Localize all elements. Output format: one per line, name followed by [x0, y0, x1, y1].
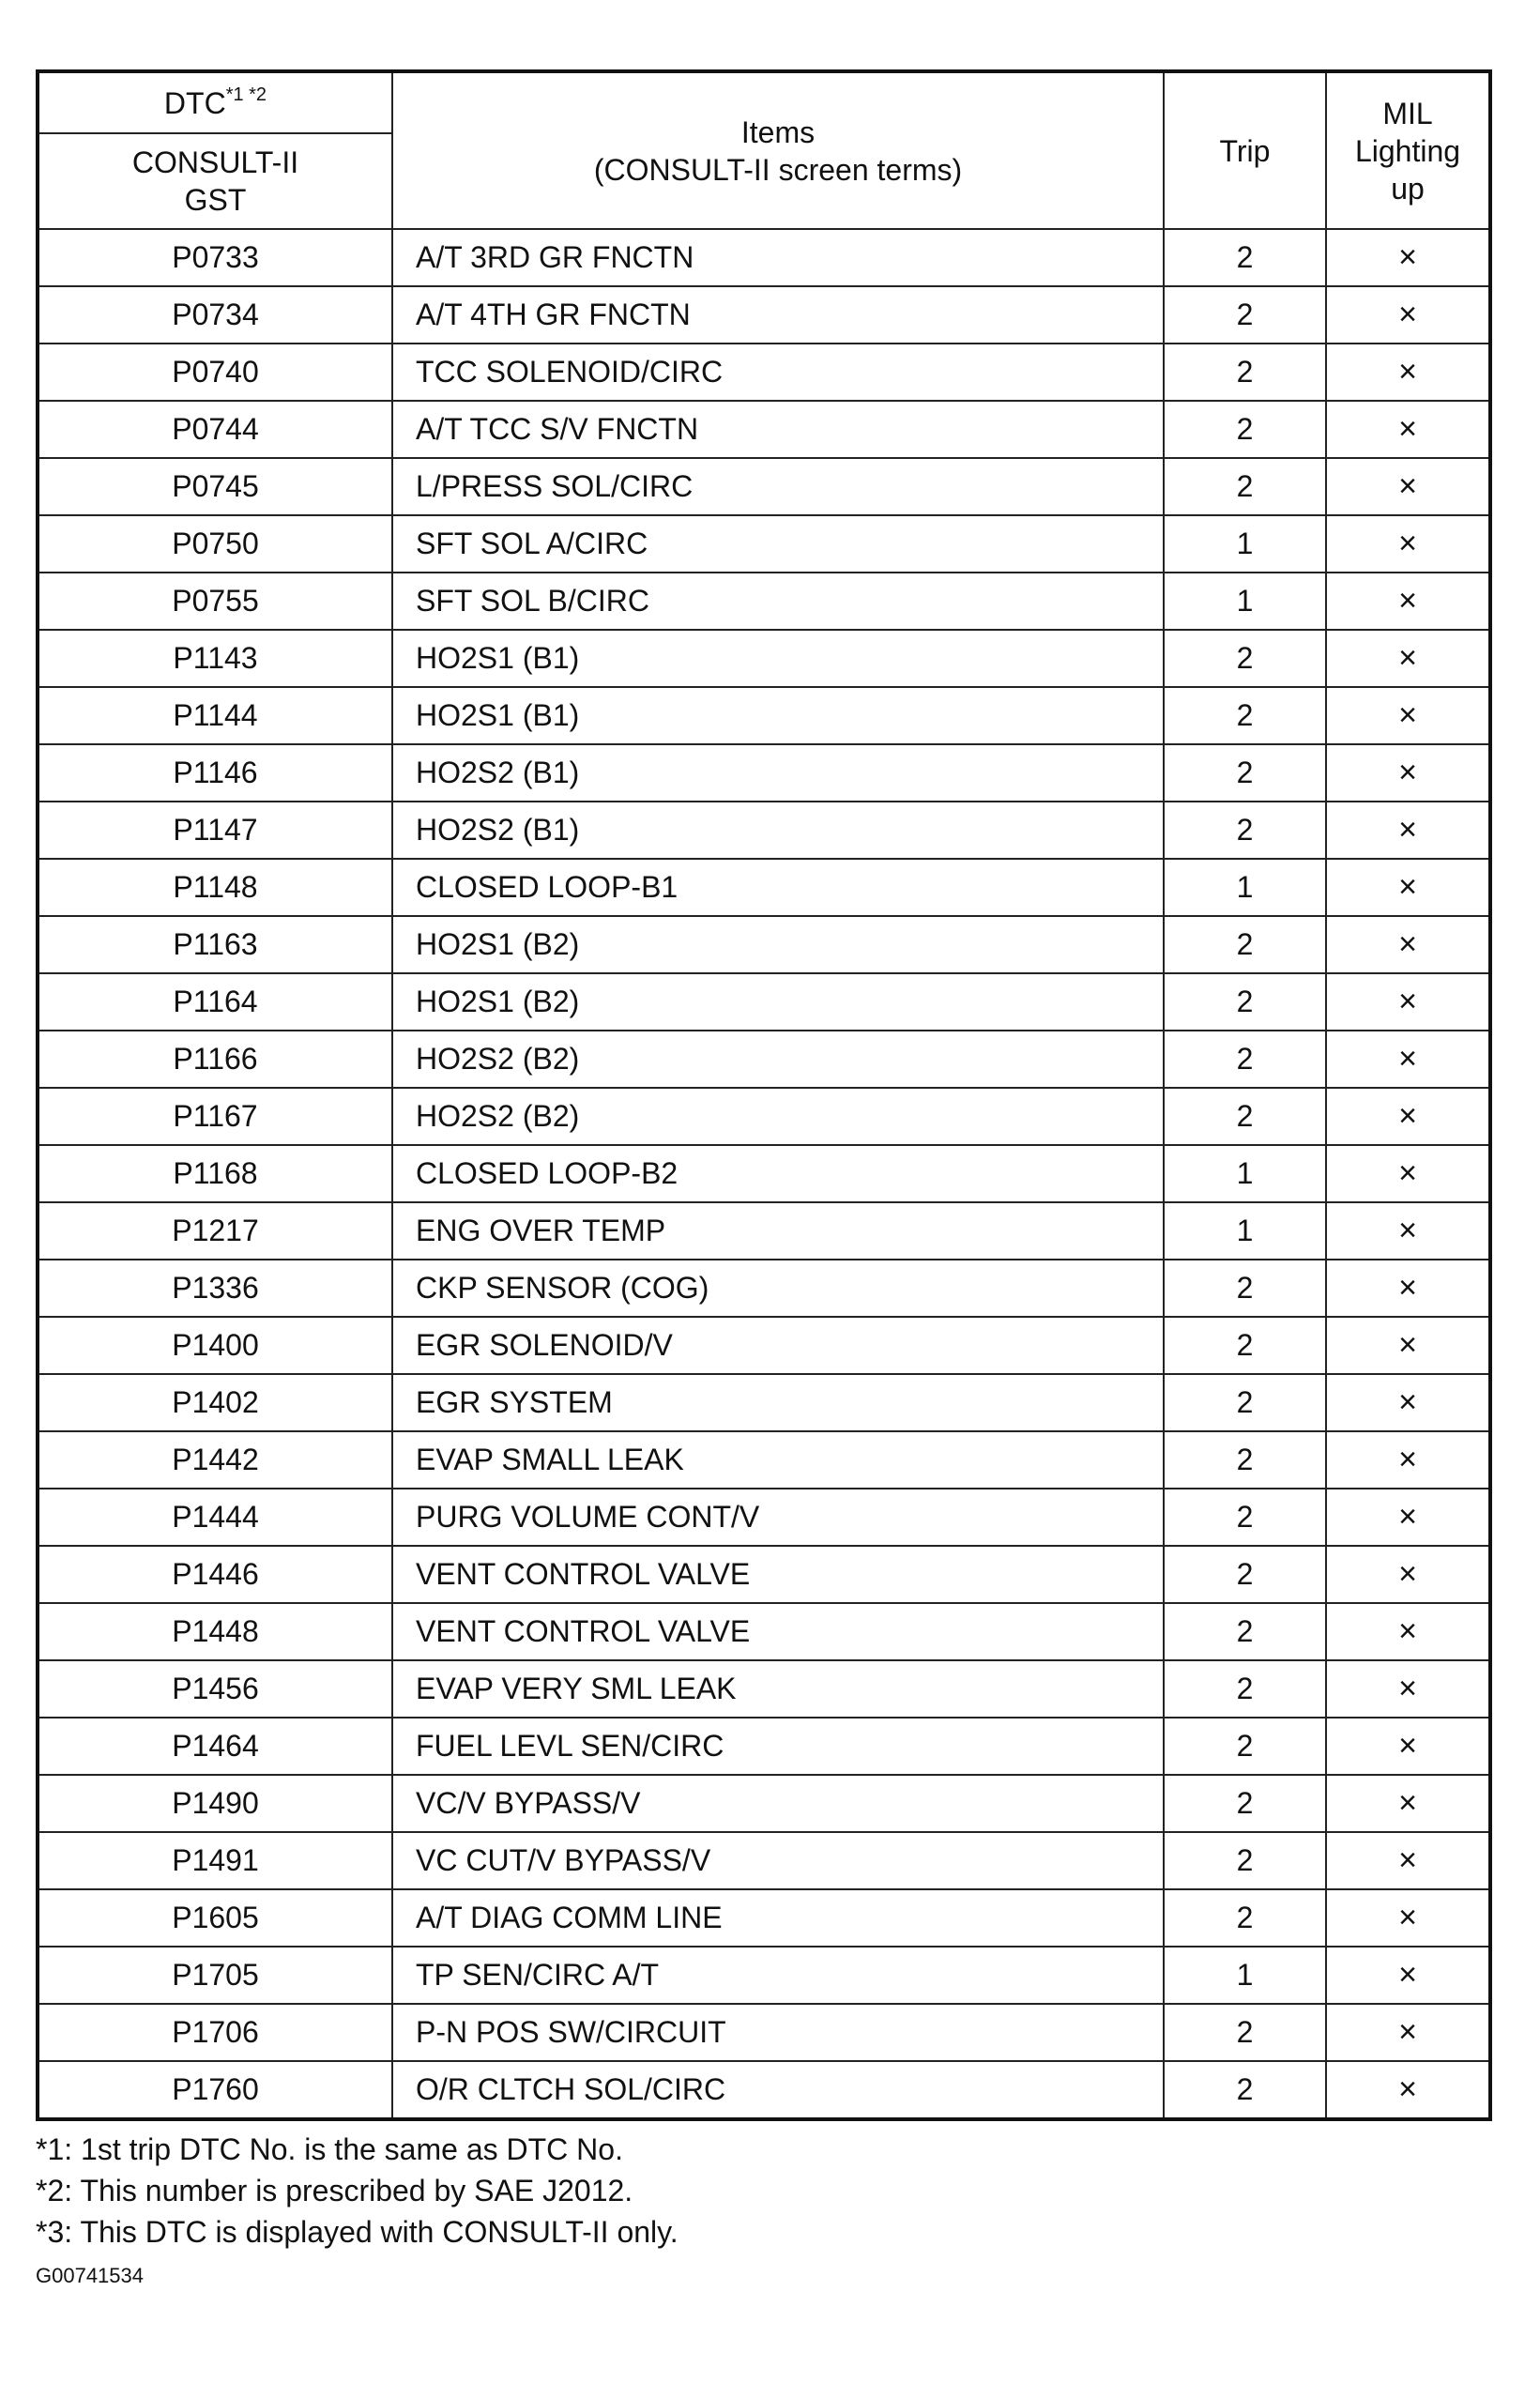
- item-name-cell: P-N POS SW/CIRCUIT: [392, 2004, 1164, 2061]
- mil-indicator-cell: ×: [1326, 1603, 1490, 1660]
- header-consult-gst: [38, 133, 392, 229]
- dtc-code-cell: P1147: [38, 802, 392, 859]
- table-row: [38, 687, 1490, 744]
- dtc-code-cell: P1217: [38, 1202, 392, 1260]
- dtc-code-cell: P1336: [38, 1260, 392, 1317]
- table-row: [38, 973, 1490, 1031]
- header-items-line1: Items: [740, 115, 816, 149]
- mil-indicator-cell: ×: [1326, 1202, 1490, 1260]
- trip-count-cell: 2: [1164, 458, 1326, 515]
- footnotes: [36, 2129, 679, 2253]
- table-row: [38, 1431, 1490, 1489]
- mil-indicator-cell: ×: [1326, 1546, 1490, 1603]
- table-row: [38, 2061, 1490, 2119]
- trip-count-cell: 2: [1164, 1088, 1326, 1145]
- item-name-cell: A/T DIAG COMM LINE: [392, 1889, 1164, 1947]
- mil-indicator-cell: ×: [1326, 286, 1490, 344]
- item-name-cell: EGR SYSTEM: [392, 1374, 1164, 1431]
- item-name-cell: A/T TCC S/V FNCTN: [392, 401, 1164, 458]
- mil-indicator-cell: ×: [1326, 1088, 1490, 1145]
- header-consult-line2: GST: [184, 183, 247, 217]
- table-row: [38, 344, 1490, 401]
- item-name-cell: EVAP SMALL LEAK: [392, 1431, 1164, 1489]
- trip-count-cell: 2: [1164, 2004, 1326, 2061]
- dtc-code-cell: P0745: [38, 458, 392, 515]
- dtc-code-cell: P0755: [38, 573, 392, 630]
- trip-count-cell: 1: [1164, 1947, 1326, 2004]
- mil-indicator-cell: ×: [1326, 458, 1490, 515]
- trip-count-cell: 2: [1164, 1660, 1326, 1718]
- trip-count-cell: 2: [1164, 687, 1326, 744]
- table-row: [38, 1775, 1490, 1832]
- table-row: [38, 1889, 1490, 1947]
- table-row: [38, 1489, 1490, 1546]
- item-name-cell: HO2S1 (B1): [392, 630, 1164, 687]
- header-items-line2: (CONSULT-II screen terms): [593, 152, 963, 187]
- trip-count-cell: 1: [1164, 859, 1326, 916]
- trip-count-cell: 1: [1164, 1202, 1326, 1260]
- mil-indicator-cell: ×: [1326, 973, 1490, 1031]
- table-row: [38, 1145, 1490, 1202]
- dtc-code-cell: P1448: [38, 1603, 392, 1660]
- dtc-code-cell: P1705: [38, 1947, 392, 2004]
- trip-count-cell: 1: [1164, 573, 1326, 630]
- item-name-cell: SFT SOL B/CIRC: [392, 573, 1164, 630]
- table-row: [38, 1660, 1490, 1718]
- item-name-cell: HO2S2 (B1): [392, 802, 1164, 859]
- figure-id: G00741534: [36, 2264, 144, 2287]
- mil-indicator-cell: ×: [1326, 1718, 1490, 1775]
- item-name-cell: TCC SOLENOID/CIRC: [392, 344, 1164, 401]
- dtc-table-container: [36, 69, 1488, 2121]
- mil-indicator-cell: ×: [1326, 1660, 1490, 1718]
- mil-indicator-cell: ×: [1326, 229, 1490, 286]
- mil-indicator-cell: ×: [1326, 1260, 1490, 1317]
- dtc-code-cell: P1490: [38, 1775, 392, 1832]
- mil-indicator-cell: ×: [1326, 1031, 1490, 1088]
- trip-count-cell: 2: [1164, 973, 1326, 1031]
- header-mil-line2: Lighting: [1354, 133, 1461, 168]
- item-name-cell: A/T 3RD GR FNCTN: [392, 229, 1164, 286]
- item-name-cell: EGR SOLENOID/V: [392, 1317, 1164, 1374]
- mil-indicator-cell: ×: [1326, 1145, 1490, 1202]
- table-row: [38, 229, 1490, 286]
- footnote-1: *1: 1st trip DTC No. is the same as DTC No.: [36, 2132, 623, 2166]
- item-name-cell: FUEL LEVL SEN/CIRC: [392, 1718, 1164, 1775]
- table-body: [38, 229, 1490, 2119]
- trip-count-cell: 2: [1164, 802, 1326, 859]
- table-row: [38, 515, 1490, 573]
- table-row: [38, 859, 1490, 916]
- table-row: [38, 1260, 1490, 1317]
- trip-count-cell: 2: [1164, 744, 1326, 802]
- table-row: [38, 573, 1490, 630]
- table-row: [38, 1088, 1490, 1145]
- table-row: [38, 1374, 1490, 1431]
- table-row: [38, 1603, 1490, 1660]
- dtc-code-cell: P1164: [38, 973, 392, 1031]
- dtc-code-cell: P1706: [38, 2004, 392, 2061]
- table-row: [38, 1202, 1490, 1260]
- header-dtc-superscript: *1 *2: [225, 84, 267, 105]
- mil-indicator-cell: ×: [1326, 1431, 1490, 1489]
- dtc-code-cell: P1456: [38, 1660, 392, 1718]
- table-row: [38, 744, 1490, 802]
- item-name-cell: ENG OVER TEMP: [392, 1202, 1164, 1260]
- header-dtc: [38, 71, 392, 133]
- mil-indicator-cell: ×: [1326, 344, 1490, 401]
- trip-count-cell: 2: [1164, 630, 1326, 687]
- mil-indicator-cell: ×: [1326, 1775, 1490, 1832]
- table-row: [38, 2004, 1490, 2061]
- trip-count-cell: 2: [1164, 1317, 1326, 1374]
- trip-count-cell: 2: [1164, 2061, 1326, 2119]
- dtc-code-cell: P1605: [38, 1889, 392, 1947]
- table-row: [38, 1832, 1490, 1889]
- header-trip: Trip: [1164, 71, 1326, 229]
- trip-count-cell: 2: [1164, 1718, 1326, 1775]
- table-row: [38, 458, 1490, 515]
- table-row: [38, 916, 1490, 973]
- item-name-cell: VC/V BYPASS/V: [392, 1775, 1164, 1832]
- table-row: [38, 401, 1490, 458]
- header-items: [392, 71, 1164, 229]
- footnote-3: *3: This DTC is displayed with CONSULT-II only.: [36, 2215, 679, 2249]
- trip-count-cell: 2: [1164, 401, 1326, 458]
- trip-count-cell: 2: [1164, 1889, 1326, 1947]
- item-name-cell: PURG VOLUME CONT/V: [392, 1489, 1164, 1546]
- mil-indicator-cell: ×: [1326, 401, 1490, 458]
- dtc-code-cell: P1166: [38, 1031, 392, 1088]
- dtc-code-cell: P1446: [38, 1546, 392, 1603]
- dtc-code-cell: P1760: [38, 2061, 392, 2119]
- item-name-cell: HO2S2 (B1): [392, 744, 1164, 802]
- item-name-cell: CLOSED LOOP-B1: [392, 859, 1164, 916]
- dtc-code-cell: P1163: [38, 916, 392, 973]
- trip-count-cell: 2: [1164, 1431, 1326, 1489]
- table-header: [38, 71, 1490, 229]
- dtc-code-cell: P0744: [38, 401, 392, 458]
- dtc-code-cell: P0750: [38, 515, 392, 573]
- header-mil: [1326, 71, 1490, 229]
- header-mil-line1: MIL: [1382, 96, 1433, 130]
- item-name-cell: VENT CONTROL VALVE: [392, 1546, 1164, 1603]
- mil-indicator-cell: ×: [1326, 1489, 1490, 1546]
- item-name-cell: HO2S1 (B2): [392, 916, 1164, 973]
- dtc-table: [36, 69, 1492, 2121]
- mil-indicator-cell: ×: [1326, 2061, 1490, 2119]
- trip-count-cell: 2: [1164, 1489, 1326, 1546]
- item-name-cell: HO2S2 (B2): [392, 1088, 1164, 1145]
- trip-count-cell: 2: [1164, 286, 1326, 344]
- trip-count-cell: 2: [1164, 1603, 1326, 1660]
- trip-count-cell: 2: [1164, 916, 1326, 973]
- item-name-cell: HO2S1 (B2): [392, 973, 1164, 1031]
- mil-indicator-cell: ×: [1326, 687, 1490, 744]
- mil-indicator-cell: ×: [1326, 630, 1490, 687]
- dtc-code-cell: P1143: [38, 630, 392, 687]
- trip-count-cell: 2: [1164, 1832, 1326, 1889]
- mil-indicator-cell: ×: [1326, 1947, 1490, 2004]
- item-name-cell: O/R CLTCH SOL/CIRC: [392, 2061, 1164, 2119]
- header-mil-line3: up: [1391, 171, 1425, 206]
- dtc-code-cell: P1464: [38, 1718, 392, 1775]
- table-row: [38, 802, 1490, 859]
- trip-count-cell: 2: [1164, 1775, 1326, 1832]
- table-row: [38, 286, 1490, 344]
- dtc-code-cell: P1444: [38, 1489, 392, 1546]
- dtc-code-cell: P1400: [38, 1317, 392, 1374]
- item-name-cell: HO2S2 (B2): [392, 1031, 1164, 1088]
- mil-indicator-cell: ×: [1326, 1889, 1490, 1947]
- trip-count-cell: 2: [1164, 229, 1326, 286]
- item-name-cell: CLOSED LOOP-B2: [392, 1145, 1164, 1202]
- trip-count-cell: 1: [1164, 1145, 1326, 1202]
- item-name-cell: VENT CONTROL VALVE: [392, 1603, 1164, 1660]
- item-name-cell: A/T 4TH GR FNCTN: [392, 286, 1164, 344]
- dtc-code-cell: P1146: [38, 744, 392, 802]
- mil-indicator-cell: ×: [1326, 859, 1490, 916]
- item-name-cell: SFT SOL A/CIRC: [392, 515, 1164, 573]
- dtc-code-cell: P0734: [38, 286, 392, 344]
- dtc-code-cell: P1167: [38, 1088, 392, 1145]
- mil-indicator-cell: ×: [1326, 515, 1490, 573]
- dtc-code-cell: P0733: [38, 229, 392, 286]
- trip-count-cell: 2: [1164, 344, 1326, 401]
- item-name-cell: EVAP VERY SML LEAK: [392, 1660, 1164, 1718]
- trip-count-cell: 2: [1164, 1374, 1326, 1431]
- dtc-code-cell: P1491: [38, 1832, 392, 1889]
- mil-indicator-cell: ×: [1326, 1374, 1490, 1431]
- dtc-code-cell: P1148: [38, 859, 392, 916]
- trip-count-cell: 2: [1164, 1260, 1326, 1317]
- mil-indicator-cell: ×: [1326, 573, 1490, 630]
- item-name-cell: TP SEN/CIRC A/T: [392, 1947, 1164, 2004]
- header-dtc-label: DTC: [163, 85, 226, 120]
- mil-indicator-cell: ×: [1326, 1317, 1490, 1374]
- item-name-cell: HO2S1 (B1): [392, 687, 1164, 744]
- item-name-cell: L/PRESS SOL/CIRC: [392, 458, 1164, 515]
- trip-count-cell: 1: [1164, 515, 1326, 573]
- table-row: [38, 1317, 1490, 1374]
- footnote-2: *2: This number is prescribed by SAE J2012.: [36, 2174, 633, 2207]
- trip-count-cell: 2: [1164, 1546, 1326, 1603]
- dtc-code-cell: P1168: [38, 1145, 392, 1202]
- mil-indicator-cell: ×: [1326, 916, 1490, 973]
- dtc-code-cell: P0740: [38, 344, 392, 401]
- table-row: [38, 1031, 1490, 1088]
- mil-indicator-cell: ×: [1326, 2004, 1490, 2061]
- mil-indicator-cell: ×: [1326, 744, 1490, 802]
- dtc-code-cell: P1144: [38, 687, 392, 744]
- item-name-cell: VC CUT/V BYPASS/V: [392, 1832, 1164, 1889]
- table-row: [38, 1546, 1490, 1603]
- mil-indicator-cell: ×: [1326, 802, 1490, 859]
- table-row: [38, 1718, 1490, 1775]
- table-row: [38, 1947, 1490, 2004]
- table-row: [38, 630, 1490, 687]
- dtc-code-cell: P1442: [38, 1431, 392, 1489]
- header-consult-line1: CONSULT-II: [131, 145, 299, 179]
- dtc-code-cell: P1402: [38, 1374, 392, 1431]
- trip-count-cell: 2: [1164, 1031, 1326, 1088]
- item-name-cell: CKP SENSOR (COG): [392, 1260, 1164, 1317]
- mil-indicator-cell: ×: [1326, 1832, 1490, 1889]
